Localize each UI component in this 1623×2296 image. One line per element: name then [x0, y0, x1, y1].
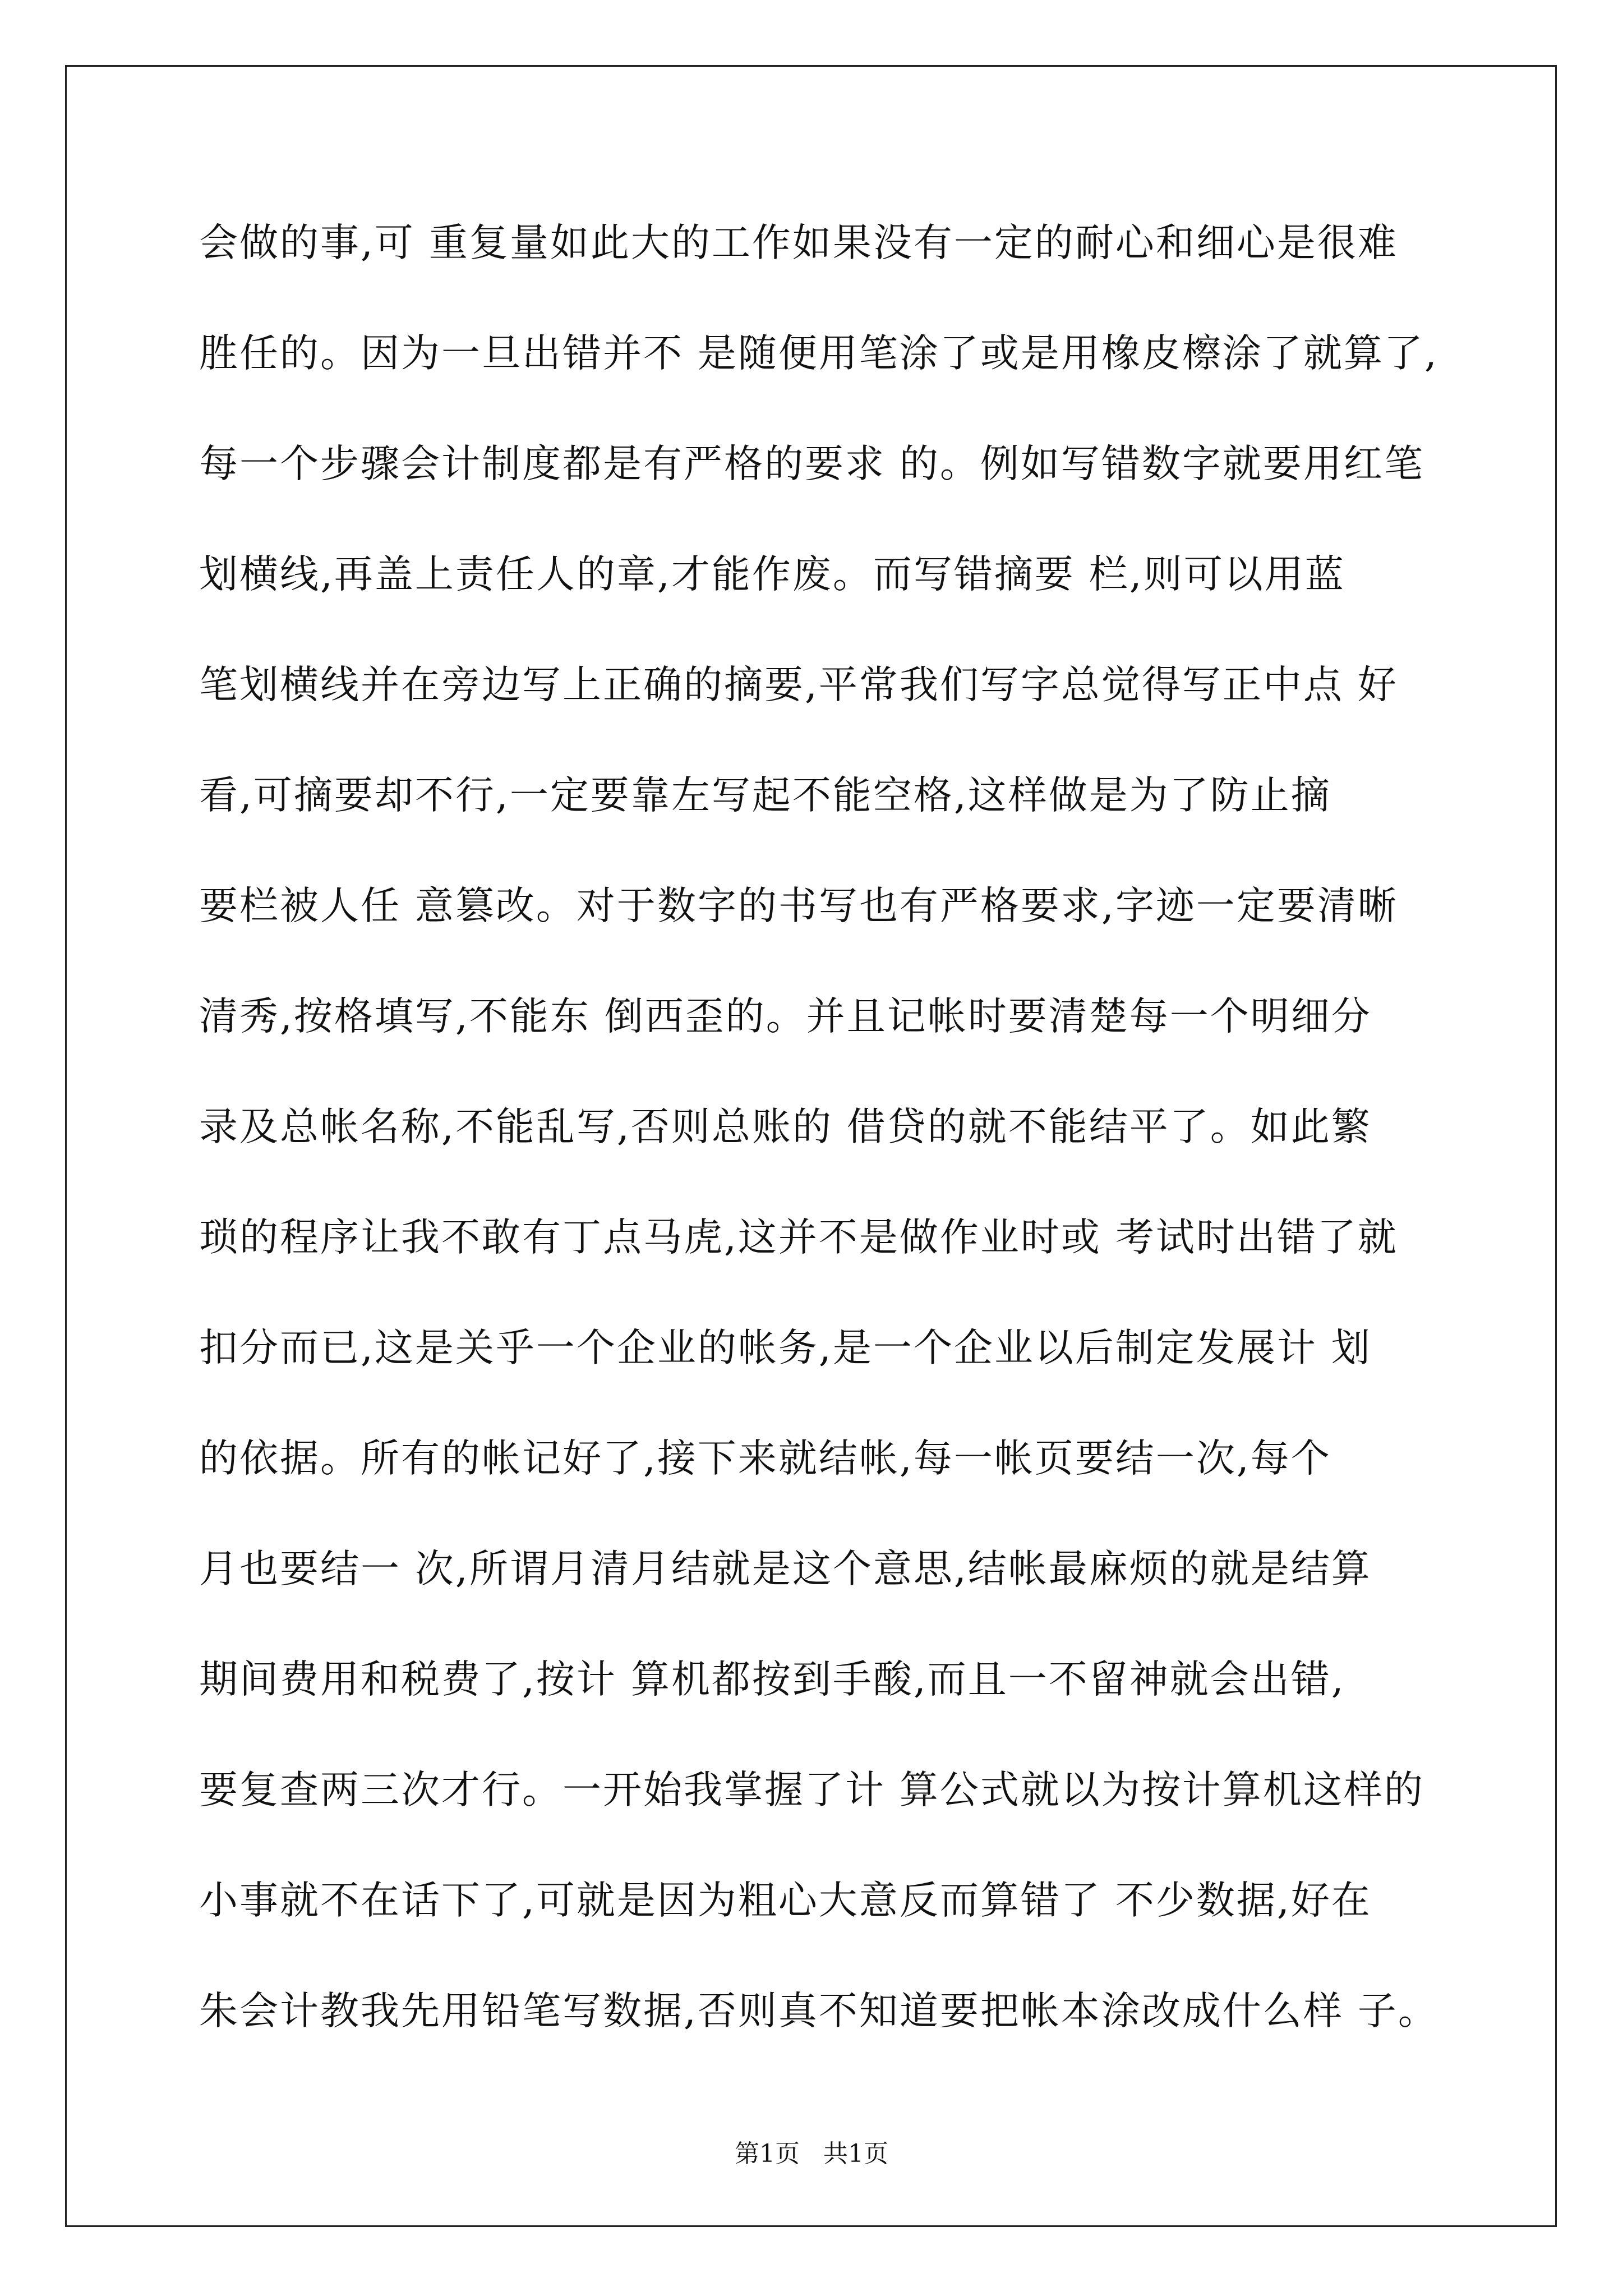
text-line: 笔划横线并在旁边写上正确的摘要,平常我们写字总觉得写正中点 好 — [199, 662, 1398, 707]
text-line: 期间费用和税费了,按计 算机都按到手酸,而且一不留神就会出错, — [199, 1657, 1345, 1702]
text-line: 会做的事,可 重复量如此大的工作如果没有一定的耐心和细心是很难 — [199, 220, 1398, 265]
document-body — [199, 212, 1455, 2091]
text-line: 录及总帐名称,不能乱写,否则总账的 借贷的就不能结平了。如此繁 — [199, 1105, 1372, 1149]
text-line: 的依据。所有的帐记好了,接下来就结帐,每一帐页要结一次,每个 — [199, 1436, 1331, 1481]
text-line: 朱会计教我先用铅笔写数据,否则真不知道要把帐本涂改成什么样 子。 — [199, 1989, 1438, 2033]
text-line: 要复查两三次才行。一开始我掌握了计 算公式就以为按计算机这样的 — [199, 1768, 1424, 1812]
text-line: 月也要结一 次,所谓月清月结就是这个意思,结帐最麻烦的就是结算 — [199, 1547, 1372, 1591]
text-line: 清秀,按格填写,不能东 倒西歪的。并且记帐时要清楚每一个明细分 — [199, 994, 1372, 1039]
text-line: 胜任的。因为一旦出错并不 是随便用笔涂了或是用橡皮檫涂了就算了, — [199, 331, 1438, 376]
text-line: 琐的程序让我不敢有丁点马虎,这并不是做作业时或 考试时出错了就 — [199, 1215, 1398, 1260]
text-line: 划横线,再盖上责任人的章,才能作废。而写错摘要 栏,则可以用蓝 — [199, 552, 1345, 597]
text-line: 扣分而已,这是关乎一个企业的帐务,是一个企业以后制定发展计 划 — [199, 1326, 1372, 1370]
text-line: 看,可摘要却不行,一定要靠左写起不能空格,这样做是为了防止摘 — [199, 773, 1331, 818]
page-number-footer: 第1页 共1页 — [735, 2139, 888, 2168]
text-line: 要栏被人任 意篡改。对于数字的书写也有严格要求,字迹一定要清晰 — [199, 884, 1398, 928]
text-line: 每一个步骤会计制度都是有严格的要求 的。例如写错数字就要用红笔 — [199, 441, 1424, 486]
text-line: 小事就不在话下了,可就是因为粗心大意反而算错了 不少数据,好在 — [199, 1878, 1372, 1923]
